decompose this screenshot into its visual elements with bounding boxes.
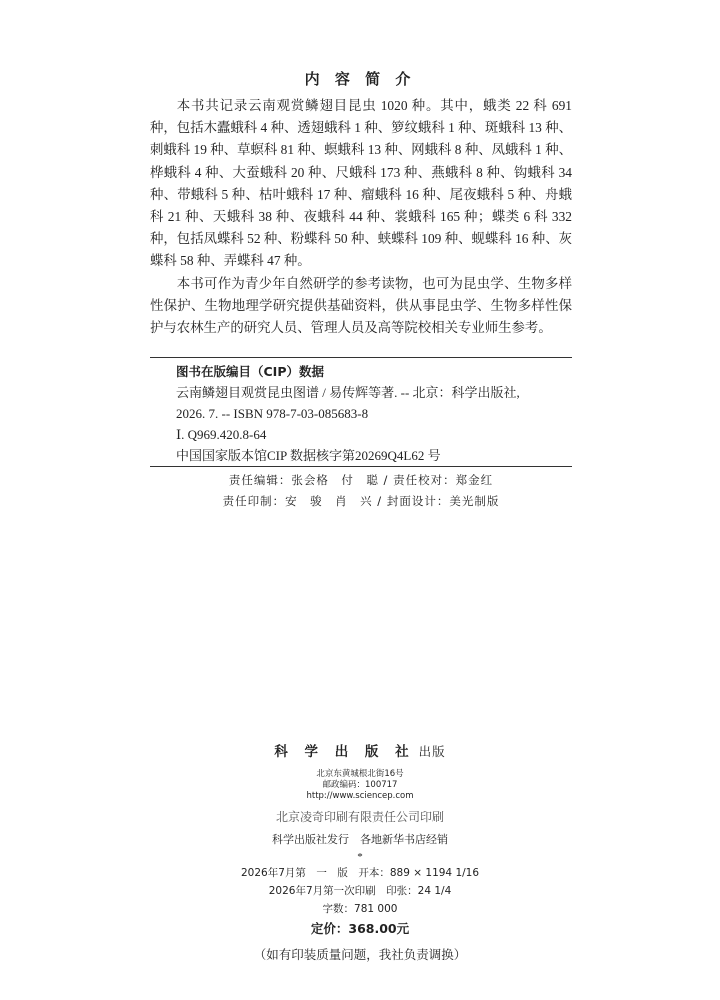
cip-record-line: 中国国家版本馆CIP 数据核字第20269Q4L62 号	[176, 448, 441, 463]
publisher-address: 北京东黄城根北街16号	[316, 769, 404, 779]
cip-title-line: 云南鳞翅目观赏昆虫图谱 / 易传辉等著. -- 北京：科学出版社,	[176, 385, 520, 400]
cip-block	[150, 361, 572, 466]
separator-star: *	[357, 851, 363, 863]
editorial-credits	[150, 470, 572, 512]
summary-body	[150, 95, 572, 339]
credits-editors: 责任编辑：张会格 付 聪 / 责任校对：郑金红	[228, 473, 494, 487]
publisher-name: 科 学 出 版 社	[274, 744, 415, 760]
word-count: 字数：781 000	[322, 903, 398, 915]
cip-heading: 图书在版编目（CIP）数据	[176, 364, 324, 379]
printer-line: 北京凌奇印刷有限责任公司印刷	[275, 810, 444, 824]
edition-line: 2026年7月第 一 版 开本：889 × 1194 1/16	[240, 867, 480, 879]
credits-production: 责任印制：安 骏 肖 兴 / 封面设计：美光制版	[222, 494, 500, 508]
publisher-imprint	[0, 740, 720, 963]
cip-classification-line: Ⅰ. Q969.420.8-64	[176, 427, 267, 442]
cip-bottom-divider	[150, 466, 572, 467]
printing-line: 2026年7月第一次印刷 印张：24 1/4	[268, 885, 452, 897]
distribution-line: 科学出版社发行 各地新华书店经销	[272, 833, 448, 846]
publisher-postcode: 邮政编码：100717	[322, 780, 398, 790]
summary-title: 内 容 简 介	[304, 70, 416, 88]
cip-top-divider	[150, 357, 572, 358]
publisher-line	[0, 740, 720, 761]
summary-paragraph: 本书共记录云南观赏鳞翅目昆虫 1020 种。其中，蛾类 22 科 691 种，包括木蠹蛾科 4 种、透翅蛾科 1 种、箩纹蛾科 1 种、斑蛾科 13 种、刺蛾科 19 种、草螟科 81 种、螟蛾科 13 种、网蛾科 8 种、凤蛾科 1 种、桦蛾科 4 种、大蚕蛾科 20 种、尺蛾科 173 种、燕蛾科 8 种、钩蛾科 34 种、带蛾科 5 种、枯叶蛾科 17 种、瘤蛾科 16 种、尾夜蛾科 5 种、舟蛾科 21 种、天蛾科 38 种、夜蛾科 44 种、裳蛾科 165 种；蝶类 6 科 332 种，包括凤蝶科 52 种、粉蝶科 50 种、蛱蝶科 109 种、蚬蝶科 16 种、灰蝶科 58 种、弄蝶科 47 种。	[150, 98, 572, 269]
quality-notice: （如有印装质量问题，我社负责调换）	[253, 947, 467, 962]
publisher-url: http://www.sciencep.com	[306, 791, 414, 801]
price-line: 定价：368.00元	[310, 921, 410, 936]
publisher-suffix: 出版	[418, 744, 446, 759]
summary-paragraph: 本书可作为青少年自然研学的参考读物，也可为昆虫学、生物多样性保护、生物地理学研究提供基础资料，供从事昆虫学、生物多样性保护与农林生产的研究人员、管理人员及高等院校相关专业师生参考。	[150, 275, 572, 336]
cip-isbn-line: 2026. 7. -- ISBN 978-7-03-085683-8	[176, 406, 369, 421]
